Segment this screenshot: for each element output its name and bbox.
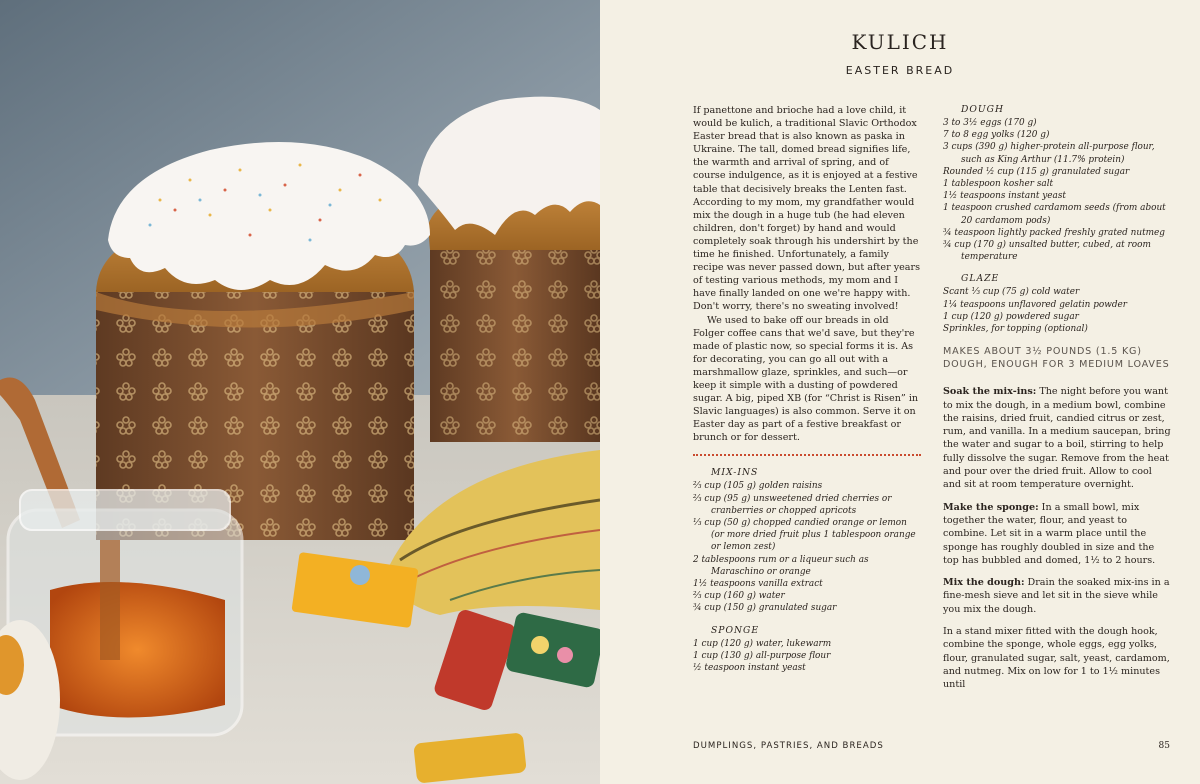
ingredient: 2 tablespoons rum or a liqueur such as Maraschino or orange [693, 554, 869, 577]
ingredient: 1 cup (120 g) water, lukewarm [693, 638, 832, 649]
step-label: Make the sponge: [943, 501, 1039, 513]
intro-text [693, 104, 921, 444]
ingredient: 1½ teaspoons instant yeast [943, 191, 1066, 202]
ingredient: 3 cups (390 g) higher-protein all-purpose flour, such as King Arthur (11.7% protein) [943, 142, 1155, 165]
intro-paragraph-1: If panettone and brioche had a love child, it would be kulich, a traditional Slavic Orthodox Easter bread that is also known as paska in Ukraine. The tall, domed bread signifies life, the warmth and arrival of spring, and of course indulgence, as it is enjoyed at a festive table that decisively breaks the Lenten fast. According to my mom, my grandfather would mix the dough in a huge tub (he had eleven children, don't forget) by hand and would completely soak through his undershirt by the time he finished. Unfortunately, a family recipe was never passed down, but after years of testing various methods, my mom and I have finally landed on one we're happy with. Don't worry, there's no sweating involved! [693, 105, 921, 313]
step-text: In a small bowl, mix together the water, flour, and yeast to combine. Let sit in a warm place until the sponge has roughly doubled in size and the top has bubbled and domed, 1½ to 2 hours. [943, 501, 1156, 566]
right-column [943, 104, 1171, 700]
running-footer: DUMPLINGS, PASTRIES, AND BREADS [693, 741, 884, 751]
page-number: 85 [1158, 741, 1170, 751]
ingredient: ⅔ cup (160 g) water [693, 591, 785, 602]
glaze-list [943, 286, 1171, 335]
step-text: In a stand mixer fitted with the dough hook, combine the sponge, whole eggs, egg yolks, flour, granulated sugar, salt, yeast, cardamom, and nutmeg. Mix on low for 1 to 1½ minutes until [943, 626, 1170, 691]
ingredient: 1½ teaspoons vanilla extract [693, 579, 823, 590]
ingredient: 1 cup (120 g) powdered sugar [943, 311, 1079, 322]
left-column [693, 104, 921, 684]
step-text: Drain the soaked mix-ins in a fine-mesh sieve and let sit in the sieve while you mix the dough. [943, 577, 1170, 615]
dotted-divider [693, 454, 921, 459]
step-sponge [943, 501, 1171, 567]
ingredient: ¾ cup (150 g) granulated sugar [693, 603, 837, 614]
step-text: The night before you want to mix the dough, in a medium bowl, combine the raisins, dried fruit, candied citrus or zest, rum, and vanilla. In a medium saucepan, bring the water and sugar to a boil, stirring to help fully dissolve the sugar. Remove from the heat and pour over the dried fruit. Allow to cool and sit at room temperature overnight. [943, 386, 1171, 491]
sponge-list [693, 638, 921, 675]
front-kulich [96, 142, 430, 540]
ingredient: ⅔ cup (95 g) unsweetened dried cherries or cranberries or chopped apricots [693, 493, 892, 516]
ingredient: ⅓ cup (50 g) chopped candied orange or lemon (or more dried fruit plus 1 tablespoon orange or lemon zest) [693, 518, 916, 553]
yield-note: MAKES ABOUT 3½ POUNDS (1.5 KG) DOUGH, ENOUGH FOR 3 MEDIUM LOAVES [943, 346, 1170, 371]
back-kulich [418, 97, 600, 442]
ingredient: 1 tablespoon kosher salt [943, 179, 1054, 190]
sponge-heading: SPONGE [711, 624, 760, 636]
ingredient: Rounded ½ cup (115 g) granulated sugar [943, 166, 1130, 177]
ingredient: 1 teaspoon crushed cardamom seeds (from about 20 cardamom pods) [943, 203, 1166, 226]
recipe-title: KULICH [851, 30, 949, 54]
dough-heading: DOUGH [961, 104, 1004, 115]
ingredient: ¾ cup (170 g) unsalted butter, cubed, at room temperature [943, 240, 1151, 263]
ingredient: 1 cup (130 g) all-purpose flour [693, 650, 831, 661]
glaze-heading: GLAZE [961, 273, 1000, 285]
step-soak [943, 385, 1171, 491]
mixins-list [693, 480, 921, 614]
step-stand-mixer [943, 625, 1171, 691]
mixins-heading: MIX-INS [711, 467, 759, 479]
step-label: Soak the mix-ins: [943, 386, 1037, 398]
step-label: Mix the dough: [943, 577, 1025, 589]
step-mix [943, 576, 1171, 616]
ingredient: Sprinkles, for topping (optional) [943, 324, 1088, 335]
dough-list [943, 117, 1171, 263]
ingredient: 7 to 8 egg yolks (120 g) [943, 130, 1050, 141]
ingredient: ⅔ cup (105 g) golden raisins [693, 481, 823, 492]
ingredient: ¾ teaspoon lightly packed freshly grated nutmeg [943, 227, 1165, 238]
ingredient: Scant ⅓ cup (75 g) cold water [943, 287, 1080, 298]
recipe-subtitle: EASTER BREAD [845, 64, 955, 77]
intro-paragraph-2: We used to bake off our breads in old Folger coffee cans that we'd save, but they're made of plastic now, so special forms it is. As for decorating, you can go all out with a marshmallow glaze, sprinkles, and such—or keep it simple with a dusting of powdered sugar. A big, piped XB (for “Christ is Risen” in Slavic languages) is also common. Serve it on Easter day as part of a festive breakfast or brunch or for dessert. [693, 314, 919, 444]
ingredient: 1¼ teaspoons unflavored gelatin powder [943, 299, 1127, 310]
ingredient: 3 to 3½ eggs (170 g) [943, 118, 1037, 128]
ingredient: ½ teaspoon instant yeast [693, 663, 806, 674]
recipe-page [600, 0, 1200, 784]
